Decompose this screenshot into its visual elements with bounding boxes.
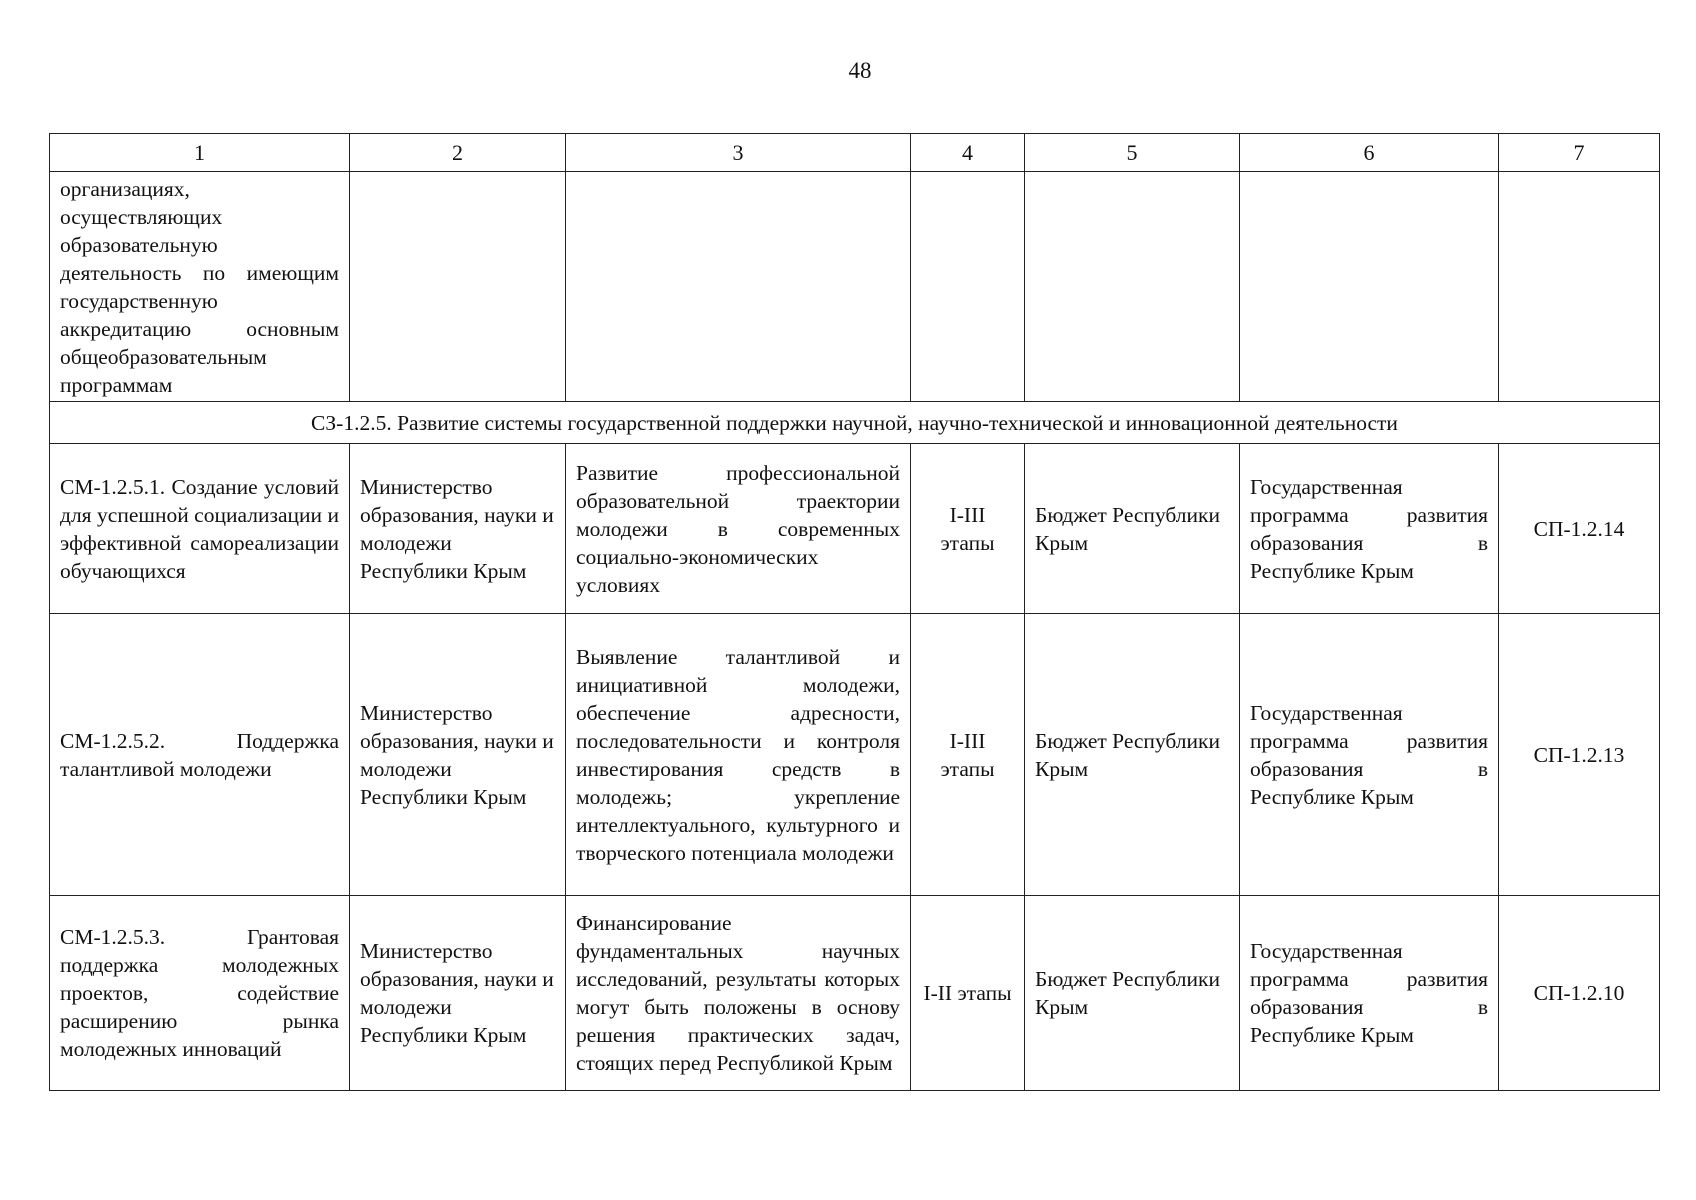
table-row [50,614,1660,896]
continuation-text: организациях, осуществляющих образовательную деятельность по имеющим государственную аккредитацию основным общеобразовательным программам [50,172,350,402]
funding-cell: Бюджет Республики Крым [1025,896,1240,1091]
stages-cell: I-II этапы [911,896,1025,1091]
continuation-row [50,172,1660,402]
empty-cell [566,172,911,402]
table-header-row [50,134,1660,172]
table-row [50,444,1660,614]
stages-cell: I-III этапы [911,614,1025,896]
measure-cell: СМ-1.2.5.2. Поддержка талантливой молодежи [50,614,350,896]
funding-cell: Бюджет Республики Крым [1025,614,1240,896]
result-cell: Развитие профессиональной образовательной траектории молодежи в современных социально-экономических условиях [566,444,911,614]
header-cell: 5 [1025,134,1240,172]
header-cell: 2 [350,134,566,172]
program-cell: Государственная программа развития образования в Республике Крым [1240,444,1499,614]
result-cell: Выявление талантливой и инициативной молодежи, обеспечение адресности, последовательности и контроля инвестирования средств в молодежь; укрепление интеллектуального, культурного и творческого потенциала молодежи [566,614,911,896]
section-row [50,402,1660,444]
code-cell: СП-1.2.14 [1499,444,1660,614]
executor-cell: Министерство образования, науки и молодежи Республики Крым [350,896,566,1091]
header-cell: 3 [566,134,911,172]
page-number: 48 [848,58,872,83]
section-title: СЗ-1.2.5. Развитие системы государственной поддержки научной, научно-технической и инновационной деятельности [50,402,1660,444]
program-cell: Государственная программа развития образования в Республике Крым [1240,614,1499,896]
empty-cell [350,172,566,402]
executor-cell: Министерство образования, науки и молодежи Республики Крым [350,444,566,614]
result-cell: Финансирование фундаментальных научных исследований, результаты которых могут быть положены в основу решения практических задач, стоящих перед Республикой Крым [566,896,911,1091]
header-cell: 1 [50,134,350,172]
header-cell: 7 [1499,134,1660,172]
empty-cell [1025,172,1240,402]
measure-cell: СМ-1.2.5.1. Создание условий для успешной социализации и эффективной самореализации обучающихся [50,444,350,614]
program-cell: Государственная программа развития образования в Республике Крым [1240,896,1499,1091]
executor-cell: Министерство образования, науки и молодежи Республики Крым [350,614,566,896]
empty-cell [1499,172,1660,402]
header-cell: 4 [911,134,1025,172]
code-cell: СП-1.2.10 [1499,896,1660,1091]
header-cell: 6 [1240,134,1499,172]
stages-cell: I-III этапы [911,444,1025,614]
funding-cell: Бюджет Республики Крым [1025,444,1240,614]
code-cell: СП-1.2.13 [1499,614,1660,896]
table-row [50,896,1660,1091]
empty-cell [911,172,1025,402]
empty-cell [1240,172,1499,402]
measures-table [49,133,1660,1091]
measure-cell: СМ-1.2.5.3. Грантовая поддержка молодежных проектов, содействие расширению рынка молодежных инноваций [50,896,350,1091]
